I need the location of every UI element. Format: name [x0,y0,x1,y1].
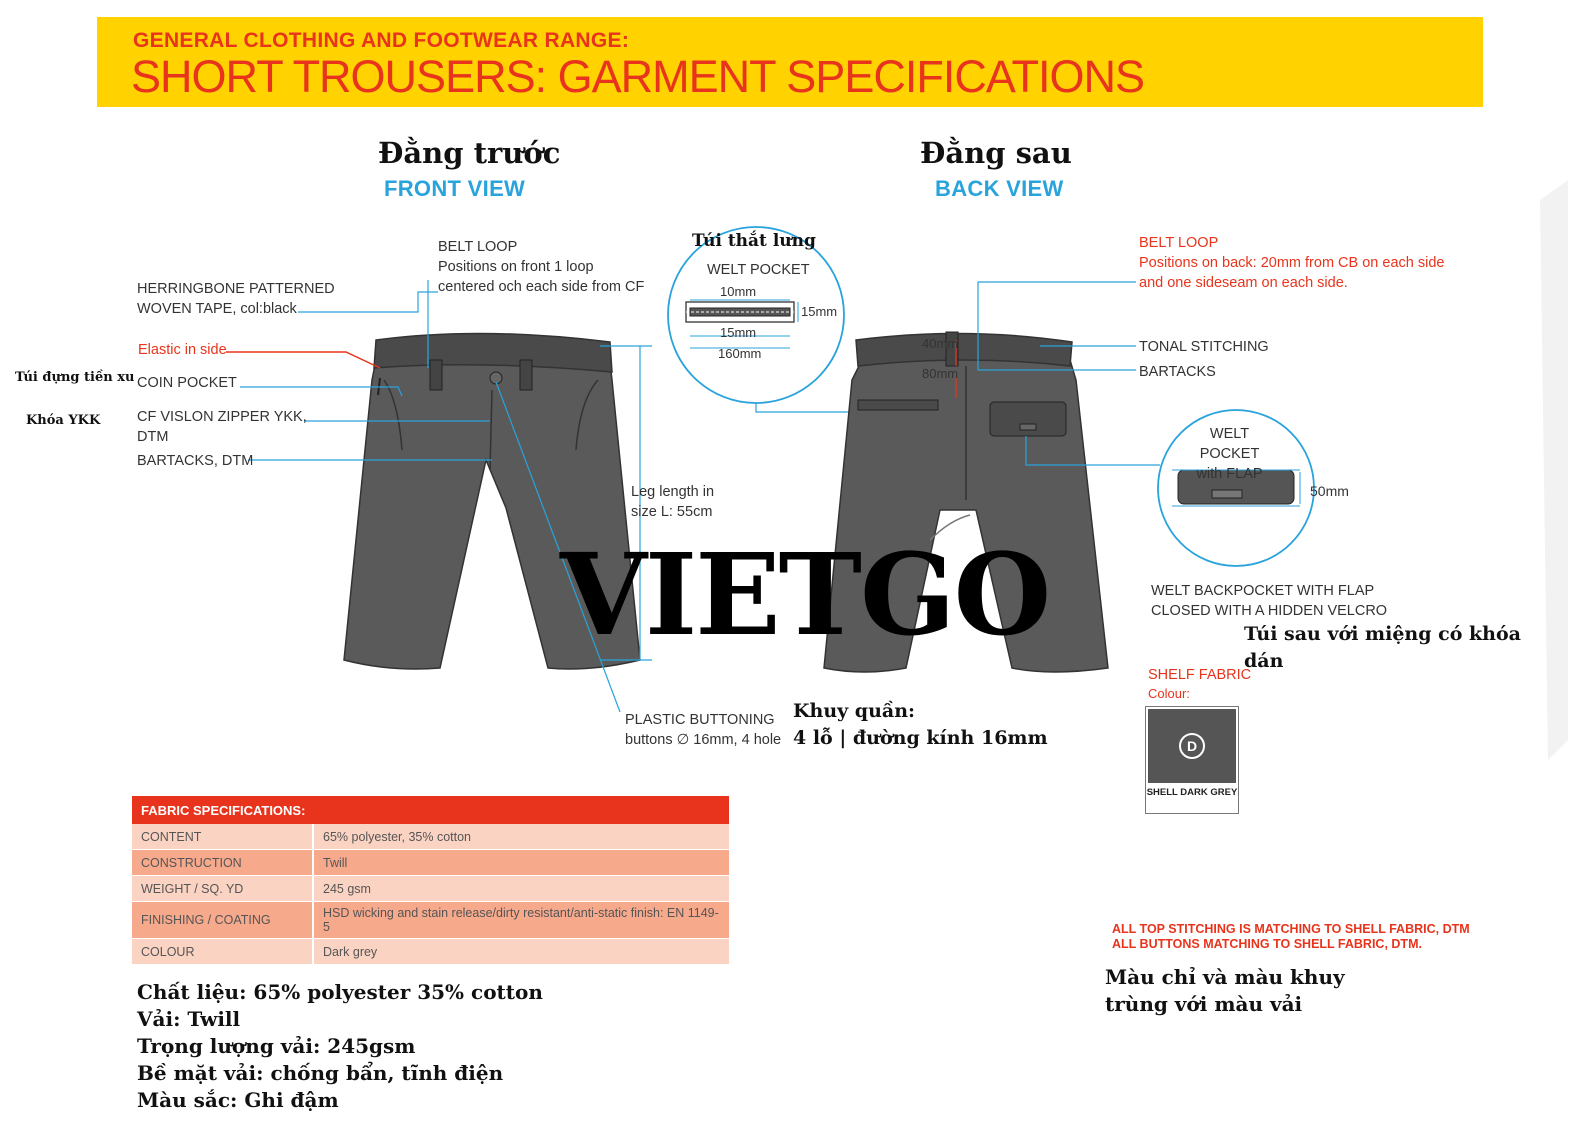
welt-pocket-title: WELT POCKET [707,262,810,278]
back-dim-80: 80mm [922,366,959,381]
welt-dim-160: 160mm [718,346,762,361]
spec-key: CONTENT [132,824,313,850]
elastic-side-label: Elastic in side [138,342,227,358]
flap-dim-50: 50mm [1310,483,1349,499]
spec-key: COLOUR [132,939,313,965]
table-row [132,850,729,876]
spec-key: WEIGHT / SQ. YD [132,876,313,902]
back-view-title: BACK VIEW [935,176,1064,201]
spec-key: CONSTRUCTION [132,850,313,876]
backpocket-vn-label: Túi sau với miệng có khóa dán [1244,623,1521,672]
back-belt-loop-desc: Positions on back: 20mm from CB on each side and one sideseam on each side. [1139,255,1445,291]
table-row [132,939,729,965]
page-title: SHORT TROUSERS: GARMENT SPECIFICATIONS [131,51,1144,102]
page-edge-shadow [1540,180,1568,760]
front-belt-loop-desc: Positions on front 1 loop centered och each side from CF [438,259,645,295]
welt-backpocket-label: WELT BACKPOCKET WITH FLAP CLOSED WITH A HIDDEN VELCRO [1151,583,1388,619]
welt-dim-15a: 15mm [801,304,838,319]
back-bartacks-label: BARTACKS [1139,364,1216,380]
colour-swatch [1145,706,1239,814]
front-belt-loop-title: BELT LOOP [438,239,518,255]
front-view-title: FRONT VIEW [384,176,526,201]
herringbone-tape-label: HERRINGBONE PATTERNED WOVEN TAPE, col:black [137,281,335,317]
front-view-vn-title: Đằng trước [378,136,561,170]
button-vn-desc: 4 lỗ | đường kính 16mm [793,727,1048,749]
table-row [132,902,729,939]
colour-name: SHELL DARK GREY [1146,787,1238,798]
welt-dim-15b: 15mm [720,325,757,340]
stitching-note: ALL TOP STITCHING IS MATCHING TO SHELL FABRIC, DTM ALL BUTTONS MATCHING TO SHELL FABRIC, DTM. [1112,922,1470,951]
spec-value: 65% polyester, 35% cotton [313,824,729,850]
range-title: GENERAL CLOTHING AND FOOTWEAR RANGE: [133,29,630,52]
back-dim-40: 40mm [922,336,959,351]
front-bartacks-label: BARTACKS, DTM [137,453,254,469]
back-belt-loop-title: BELT LOOP [1139,235,1219,251]
shelf-fabric-title: SHELF FABRIC [1148,667,1252,683]
zipper-label: CF VISLON ZIPPER YKK, DTM [137,409,307,445]
spec-value: Twill [313,850,729,876]
elastic-callout-line [226,352,380,368]
leg-length-label: Leg length in size L: 55cm [631,484,715,520]
back-view-vn-title: Đằng sau [920,136,1072,170]
zipper-vn-label: Khóa YKK [26,413,101,428]
button-vn-label: Khuy quần: [793,700,916,722]
table-header: FABRIC SPECIFICATIONS: [132,796,729,824]
table-row [132,876,729,902]
spec-value: HSD wicking and stain release/dirty resistant/anti-static finish: EN 1149-5 [313,902,729,939]
table-row [132,824,729,850]
coin-pocket-vn-label: Túi đựng tiền xu [15,370,135,385]
fabric-spec-table [132,796,729,965]
tonal-stitching-label: TONAL STITCHING [1139,339,1269,355]
welt-dim-10: 10mm [720,284,757,299]
plastic-button-desc: buttons ∅ 16mm, 4 hole [625,732,782,748]
shelf-colour-label: Colour: [1148,686,1190,701]
spec-value: 245 gsm [313,876,729,902]
welt-pocket-vn-label: Túi thắt lưng [692,231,816,251]
spec-key: FINISHING / COATING [132,902,313,939]
colour-swatch-fill [1148,709,1236,783]
vn-summary: Chất liệu: 65% polyester 35% cotton Vải: Twill Trọng lượng vải: 245gsm Bề mặt vải: chống bẩn, tĩnh điện Màu sắc: Ghi đậm [137,980,543,1112]
colour-code: D [1179,733,1205,759]
stitching-note-vn: Màu chỉ và màu khuy trùng với màu vải [1105,965,1345,1016]
plastic-button-title: PLASTIC BUTTONING [625,712,775,728]
welt-flap-title: WELT POCKET with FLAP [1196,426,1263,482]
coin-pocket-label: COIN POCKET [137,375,237,391]
spec-value: Dark grey [313,939,729,965]
table-header-row [132,796,729,824]
vietgo-watermark: VIETGO [560,530,1050,661]
